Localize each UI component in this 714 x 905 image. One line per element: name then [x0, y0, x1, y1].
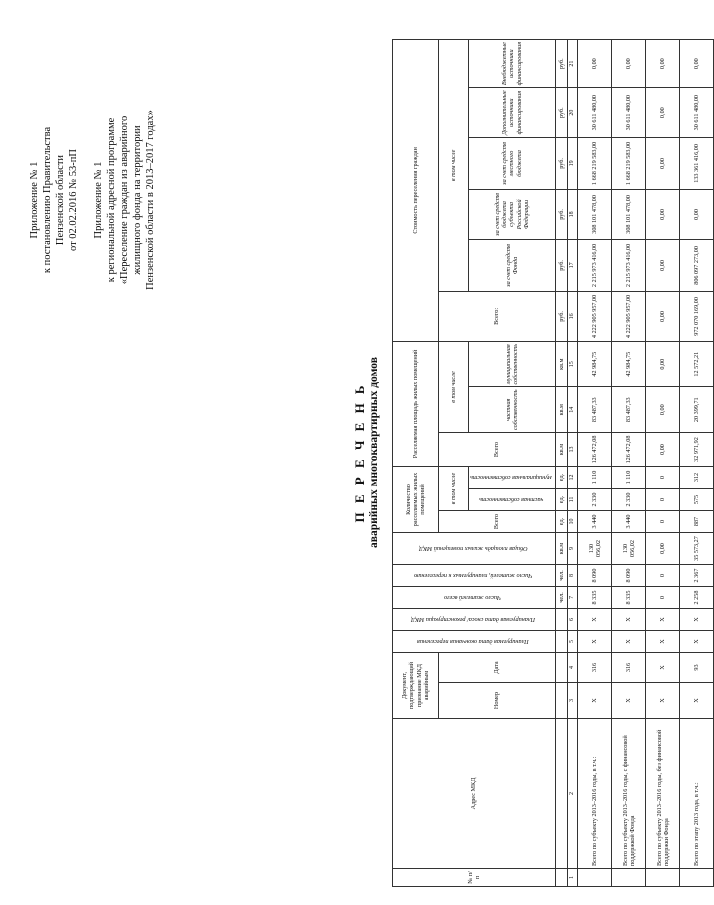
col-cost-fund: за счет средств Фонда [469, 239, 556, 291]
table-cell-c20: 30 611 480,00 [578, 88, 612, 138]
table-cell-c18: 0,00 [680, 189, 714, 239]
document-subtitle: аварийных многоквартирных домов [368, 357, 380, 548]
table-cell-c10: 0 [646, 511, 680, 533]
header-line: Приложение № 1 [93, 161, 104, 239]
table-cell-c2: Всего по субъекту 2013–2016 годы, в т.ч.: [578, 719, 612, 869]
appendix-resolution [28, 30, 80, 370]
table-cell-c13: 126 472,08 [578, 433, 612, 467]
col-planned-demolition: Планируемая дата сноса/ реконструкции МКД [393, 609, 556, 631]
header-line: к постановлению Правительства [42, 126, 53, 274]
col-area-including: в том числе [439, 341, 469, 432]
table-cell-c7: 2 258 [680, 587, 714, 609]
table-cell-c16: 4 222 905 957,00 [612, 291, 646, 341]
table-cell-c15: 42 984,75 [578, 341, 612, 387]
unit-cell: кв.м [556, 533, 568, 565]
table-cell-c3: Х [646, 683, 680, 719]
table-cell-c15: 42 984,75 [612, 341, 646, 387]
header-line: к региональной адресной программе [106, 117, 117, 283]
col-planned-end: Планируемая дата окончания переселения [393, 631, 556, 653]
table-cell-c19: 0,00 [646, 137, 680, 189]
unit-cell [556, 683, 568, 719]
table-cell-c2: Всего по субъекту 2013–2016 годы, без финансовой поддержки Фонда [646, 719, 680, 869]
unit-cell: кв.м [556, 387, 568, 433]
index-cell: 8 [568, 565, 578, 587]
table-cell-c1 [646, 869, 680, 887]
table-cell-c4: 316 [612, 653, 646, 683]
col-cost-regional: за счет средств бюджета субъекта Российской Федерации [469, 189, 556, 239]
table-cell-c6: Х [646, 609, 680, 631]
table-cell-c10: 3 440 [612, 511, 646, 533]
table-cell-c8: 8 090 [612, 565, 646, 587]
unit-cell: чел. [556, 587, 568, 609]
col-rooms-count: Количество расселяемых жилых помещений [393, 467, 439, 533]
table-cell-c18: 0,00 [646, 189, 680, 239]
table-row [646, 39, 680, 886]
table-cell-c16: 972 070 169,00 [680, 291, 714, 341]
col-area-group: Расселяемая площадь жилых помещений [393, 341, 439, 466]
table-cell-c14: 83 487,33 [612, 387, 646, 433]
col-cost-group: Стоимость переселения граждан [393, 39, 439, 341]
index-cell: 4 [568, 653, 578, 683]
table-cell-c5: Х [680, 631, 714, 653]
unit-cell [556, 653, 568, 683]
index-cell: 19 [568, 137, 578, 189]
table-cell-c16: 0,00 [646, 291, 680, 341]
table-cell-c20: 30 611 480,00 [612, 88, 646, 138]
table-cell-c5: Х [646, 631, 680, 653]
unit-cell: руб. [556, 39, 568, 88]
index-cell: 15 [568, 341, 578, 387]
unit-cell: кв.м [556, 433, 568, 467]
col-cost-including: в том числе [439, 39, 469, 291]
appendix-program [92, 30, 157, 370]
header-line: Приложение № 1 [29, 161, 40, 239]
index-cell: 18 [568, 189, 578, 239]
table-cell-c13: 126 472,08 [612, 433, 646, 467]
units-row [556, 39, 568, 886]
index-cell: 16 [568, 291, 578, 341]
unit-cell: ед. [556, 511, 568, 533]
header-line: жилищного фонда на территории [132, 125, 143, 275]
document-title: П Е Р Е Ч Е Н Ь [352, 382, 367, 523]
index-cell: 3 [568, 683, 578, 719]
header-area [28, 30, 169, 370]
table-cell-c7: 0 [646, 587, 680, 609]
col-cost-total: Всего: [439, 291, 556, 341]
col-cost-extra: Дополнительные источники финансирования [469, 88, 556, 138]
table-cell-c18: 308 101 478,00 [612, 189, 646, 239]
table-cell-c10: 3 440 [578, 511, 612, 533]
table-cell-c21: 0,00 [680, 39, 714, 88]
col-residents-total: Число жителей всего [393, 587, 556, 609]
table-cell-c6: Х [680, 609, 714, 631]
table-cell-c12: 1 110 [612, 467, 646, 489]
unit-cell: ед. [556, 467, 568, 489]
houses-table [392, 39, 714, 887]
column-index-row [568, 39, 578, 886]
table-cell-c12: 312 [680, 467, 714, 489]
col-area-municipal: муниципальная собственность [469, 341, 556, 387]
index-cell: 13 [568, 433, 578, 467]
table-cell-c10: 887 [680, 511, 714, 533]
index-cell: 2 [568, 719, 578, 869]
col-num: № п/п [393, 869, 556, 887]
header-row-1 [393, 39, 439, 886]
col-doc-number: Номер [439, 683, 556, 719]
header-line: «Переселение граждан из аварийного [119, 115, 130, 285]
table-cell-c11: 2 330 [612, 489, 646, 511]
col-rooms-total: Всего [439, 511, 556, 533]
table-cell-c1 [680, 869, 714, 887]
table-cell-c4: 93 [680, 653, 714, 683]
table-cell-c13: 32 971,92 [680, 433, 714, 467]
table-cell-c2: Всего по этапу 2013 года, в т.ч.: [680, 719, 714, 869]
col-area-private: частная собственность [469, 387, 556, 433]
table-cell-c21: 0,00 [578, 39, 612, 88]
table-cell-c9: 35 573,27 [680, 533, 714, 565]
index-cell: 11 [568, 489, 578, 511]
table-cell-c19: 133 361 416,00 [680, 137, 714, 189]
table-cell-c8: 8 090 [578, 565, 612, 587]
table-cell-c5: Х [612, 631, 646, 653]
col-total-area: Общая площадь жилых помещений МКД [393, 533, 556, 565]
index-cell: 21 [568, 39, 578, 88]
table-cell-c17: 0,00 [646, 239, 680, 291]
unit-cell [556, 609, 568, 631]
unit-cell [556, 631, 568, 653]
table-cell-c16: 4 222 905 957,00 [578, 291, 612, 341]
col-doc-date: Дата [439, 653, 556, 683]
table-cell-c12: 0 [646, 467, 680, 489]
table-cell-c1 [578, 869, 612, 887]
col-cost-extra2: Внебюджетные источники финансирования [469, 39, 556, 88]
table-cell-c21: 0,00 [612, 39, 646, 88]
col-residents-planned: Число жителей, планируемых к переселению [393, 565, 556, 587]
table-cell-c11: 0 [646, 489, 680, 511]
table-cell-c5: Х [578, 631, 612, 653]
unit-cell [556, 869, 568, 887]
col-rooms-including: в том числе [439, 467, 469, 511]
table-cell-c9: 0,00 [646, 533, 680, 565]
table-row [578, 39, 612, 886]
index-cell: 20 [568, 88, 578, 138]
table-cell-c8: 0 [646, 565, 680, 587]
unit-cell: руб. [556, 291, 568, 341]
table-cell-c14: 0,00 [646, 387, 680, 433]
index-cell: 14 [568, 387, 578, 433]
table-cell-c8: 2 367 [680, 565, 714, 587]
table-cell-c15: 0,00 [646, 341, 680, 387]
table-cell-c18: 308 101 478,00 [578, 189, 612, 239]
col-area-total: Всего [439, 433, 556, 467]
table-cell-c17: 2 215 973 416,00 [612, 239, 646, 291]
col-address: Адрес МКД [393, 719, 556, 869]
table-cell-c11: 575 [680, 489, 714, 511]
index-cell: 7 [568, 587, 578, 609]
header-line: от 02.02.2016 № 53-пП [68, 148, 79, 252]
table-cell-c3: Х [680, 683, 714, 719]
table-cell-c7: 8 335 [612, 587, 646, 609]
unit-cell: руб. [556, 189, 568, 239]
table-cell-c13: 0,00 [646, 433, 680, 467]
index-cell: 5 [568, 631, 578, 653]
table-cell-c9: 130 056,02 [578, 533, 612, 565]
unit-cell [556, 719, 568, 869]
table-cell-c21: 0,00 [646, 39, 680, 88]
table-cell-c6: Х [578, 609, 612, 631]
table-cell-c3: Х [612, 683, 646, 719]
index-cell: 6 [568, 609, 578, 631]
table-cell-c15: 12 572,21 [680, 341, 714, 387]
table-cell-c12: 1 110 [578, 467, 612, 489]
table-cell-c2: Всего по субъекту 2013–2016 годы, с финансовой поддержкой Фонда [612, 719, 646, 869]
index-cell: 9 [568, 533, 578, 565]
unit-cell: кв.м [556, 341, 568, 387]
table-cell-c19: 1 668 219 583,00 [578, 137, 612, 189]
index-cell: 10 [568, 511, 578, 533]
table-cell-c3: Х [578, 683, 612, 719]
table-cell-c6: Х [612, 609, 646, 631]
col-rooms-private: частная собственность [469, 489, 556, 511]
index-cell: 1 [568, 869, 578, 887]
col-doc: Документ, подтверждающий признание МКД аварийным [393, 653, 439, 719]
unit-cell: руб. [556, 137, 568, 189]
table-cell-c7: 8 335 [578, 587, 612, 609]
table-row [612, 39, 646, 886]
unit-cell: руб. [556, 88, 568, 138]
table-cell-c20: 30 611 480,00 [680, 88, 714, 138]
header-line: Пензенской области в 2013–2017 годах» [145, 110, 156, 290]
index-cell: 12 [568, 467, 578, 489]
table-cell-c20: 0,00 [646, 88, 680, 138]
table-cell-c1 [612, 869, 646, 887]
table-cell-c11: 2 330 [578, 489, 612, 511]
table-cell-c17: 2 215 973 416,00 [578, 239, 612, 291]
unit-cell: руб. [556, 239, 568, 291]
table-cell-c14: 83 487,33 [578, 387, 612, 433]
index-cell: 17 [568, 239, 578, 291]
col-rooms-municipal: муниципальная собственность [469, 467, 556, 489]
unit-cell: ед. [556, 489, 568, 511]
table-cell-c4: Х [646, 653, 680, 683]
table-cell-c14: 20 399,71 [680, 387, 714, 433]
table-cell-c4: 316 [578, 653, 612, 683]
unit-cell: чел. [556, 565, 568, 587]
table-cell-c19: 1 668 219 583,00 [612, 137, 646, 189]
table-cell-c17: 806 097 273,00 [680, 239, 714, 291]
table-row [680, 39, 714, 886]
col-cost-local: за счет средств местного бюджета [469, 137, 556, 189]
table-cell-c9: 130 056,02 [612, 533, 646, 565]
header-line: Пензенской области [55, 154, 66, 246]
